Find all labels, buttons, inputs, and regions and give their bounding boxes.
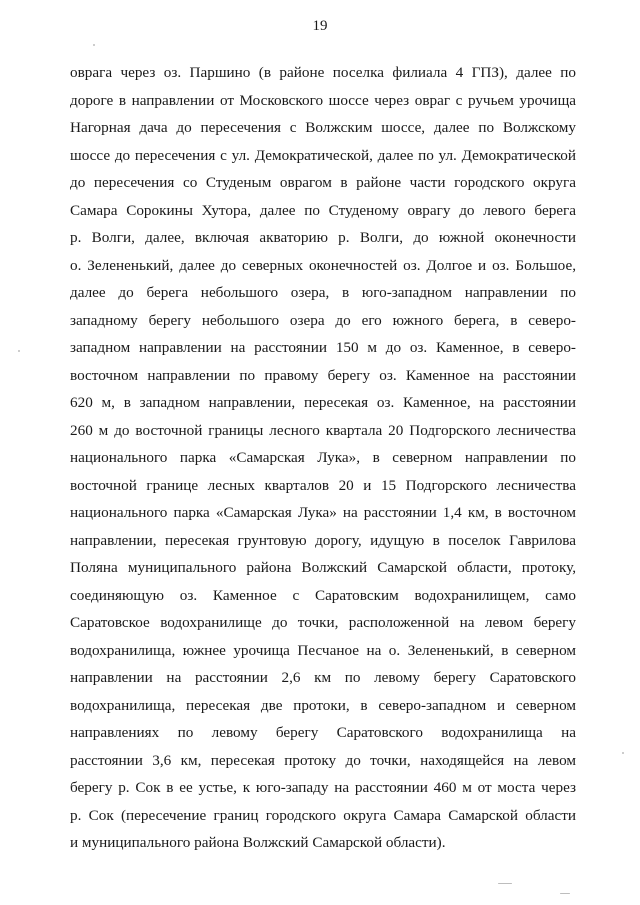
text-line: Нагорная дача до пересечения с Волжским шоссе, далее по Волжскому [70, 119, 576, 136]
scan-speck [498, 883, 512, 884]
text-line: национального парка «Самарская Лука», в северном направлении по [70, 449, 576, 466]
text-line: р. Сок (пересечение границ городского округа Самара Самарской области [70, 806, 576, 824]
text-line: оврага через оз. Паршино (в районе поселка филиала 4 ГПЗ), далее по [70, 64, 576, 81]
text-line: восточном направлении по правому берегу оз. Каменное на расстоянии [70, 366, 576, 384]
page-number: 19 [312, 18, 328, 34]
text-line: соединяющую оз. Каменное с Саратовским водохранилищем, само [70, 586, 576, 604]
text-line: Саратовское водохранилище до точки, расположенной на левом берегу [70, 614, 576, 631]
text-line: 260 м до восточной границы лесного квартала 20 Подгорского лесничества [70, 421, 576, 439]
scan-speck [93, 44, 95, 46]
text-line: водохранилища, пересекая две протоки, в северо-западном и северном [70, 696, 576, 714]
text-line: восточной границе лесных кварталов 20 и 15 Подгорского лесничества [70, 476, 576, 494]
text-line: берегу р. Сок в ее устье, к юго-западу на расстоянии 460 м от моста через [70, 779, 576, 796]
text-line: 620 м, в западном направлении, пересекая оз. Каменное, на расстоянии [70, 394, 576, 411]
scan-speck [560, 893, 570, 894]
text-line: западном направлении на расстоянии 150 м до оз. Каменное, в северо- [70, 339, 576, 356]
text-line: Самара Сорокины Хутора, далее по Студеному оврагу до левого берега [70, 201, 576, 219]
text-line: направлении на расстоянии 2,6 км по левому берегу Саратовского [70, 669, 576, 686]
text-line: Поляна муниципального района Волжский Самарской области, протоку, [70, 559, 576, 576]
scan-speck [18, 350, 20, 352]
text-line: далее до берега небольшого озера, в юго-западном направлении по [70, 284, 576, 301]
text-line: о. Зелененький, далее до северных оконечностей оз. Долгое и оз. Большое, [70, 256, 576, 274]
text-line: водохранилища, южнее урочища Песчаное на о. Зелененький, в северном [70, 641, 576, 659]
text-line: и муниципального района Волжский Самарской области). [70, 834, 446, 851]
text-line: национального парка «Самарская Лука» на расстоянии 1,4 км, в восточном [70, 504, 576, 521]
text-line: шоссе до пересечения с ул. Демократической, далее по ул. Демократической [70, 146, 576, 164]
text-line: расстоянии 3,6 км, пересекая протоку до точки, находящейся на левом [70, 751, 576, 769]
text-line: направлении, пересекая грунтовую дорогу, идущую в поселок Гаврилова [70, 531, 576, 549]
text-line: направлениях по левому берегу Саратовского водохранилища на [70, 724, 576, 741]
text-line: р. Волги, далее, включая акваторию р. Волги, до южной оконечности [70, 229, 576, 246]
text-line: дороге в направлении от Московского шоссе через овраг с ручьем урочища [70, 91, 576, 109]
text-line: западному берегу небольшого озера до его южного берега, в северо- [70, 311, 576, 329]
scan-speck [622, 752, 624, 754]
text-line: до пересечения со Студеным оврагом в районе части городского округа [70, 174, 576, 191]
body-text [70, 59, 576, 857]
